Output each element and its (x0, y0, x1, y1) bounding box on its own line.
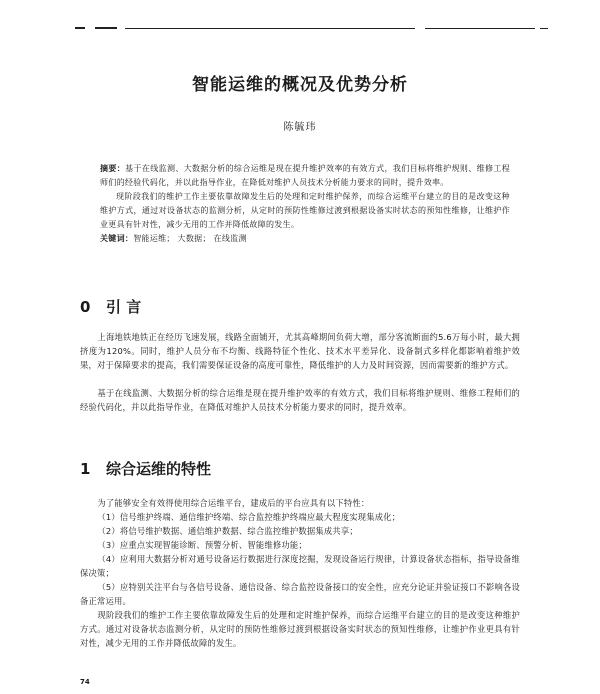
keywords-text: 智能运维； 大数据； 在线监测 (133, 234, 247, 243)
keywords-line (100, 232, 510, 246)
section0-paragraph-1 (80, 330, 520, 372)
list-item: （3）应重点实现智能诊断、预警分析、智能维修功能； (97, 540, 307, 550)
abstract-paragraph-2: 现阶段我们的维护工作主要依靠故障发生后的处理和定时维护保养，而综合运维平台建立的目的是改变这种维护方式，通过对设备状态的监测分析，从定时的预防性维修过渡到根据设备实时状态的预知性维修，让维护作业更具有针对性，减少无用的工作并降低故障的发生。 (100, 192, 510, 229)
body-paragraph-closing: 现阶段我们的维护工作主要依靠故障发生后的处理和定时维护保养，而综合运维平台建立的目的是改变这种维护方式。通过对设备状态监测分析，从定时的预防性维修过渡到根据设备实时状态的预知性维修，让维护作业更具有针对性，减少无用的工作并降低故障的发生。 (80, 610, 520, 648)
body-paragraph-intro: 为了能够安全有效得使用综合运维平台，建成后的平台应具有以下特性： (97, 498, 370, 508)
list-item: （1）信号维护终端、通信维护终端、综合监控维护终端应最大程度实现集成化； (97, 512, 401, 522)
abstract-paragraph (100, 162, 510, 190)
section-title: 综合运维的特性 (106, 460, 212, 478)
header-rule-segment (75, 27, 85, 29)
list-item: （5）应特别关注平台与各信号设备、通信设备、综合监控设备接口的安全性，应充分论证并验证接口不影响各设备正常运用。 (80, 582, 520, 606)
body-paragraph: 上海地铁地铁正在经历飞速发展，线路全面铺开，尤其高峰期间负荷大增，部分客流断面约5.6万每小时，最大拥挤度为120%。同时，维护人员分布不均衡、线路特征个性化、技术水平差异化、设备制式多样化都影响着维护效果，对于保障要求的提高，我们需要保证设备的高度可靠性，降低维护的人力及时间资源，因而需要新的维护方式。 (80, 332, 520, 370)
author-name: 陈毓玮 (283, 122, 317, 133)
paper-title: 智能运维的概况及优势分析 (192, 75, 408, 95)
section0-paragraph-2 (80, 386, 520, 414)
header-rule-segment (125, 28, 415, 29)
header-rule-segment (425, 28, 535, 29)
list-item: （2）将信号维护数据、通信维护数据、综合监控维护数据集成共享； (97, 526, 358, 536)
section-heading-0 (80, 296, 141, 317)
abstract-block (100, 162, 510, 246)
header-rule-segment (95, 27, 117, 29)
section-title: 引 言 (106, 298, 142, 316)
abstract-label: 摘要： (100, 164, 126, 173)
section1-body (80, 496, 520, 650)
list-item: （4）应利用大数据分析对通号设备运行数据进行深度挖掘，发现设备运行规律，计算设备状态指标，指导设备维保决策； (80, 554, 520, 578)
section-number: 0 (80, 298, 91, 316)
header-rule-segment (540, 28, 548, 29)
body-paragraph: 基于在线监测、大数据分析的综合运维是现在提升维护效率的有效方式，我们目标将维护规则、维修工程师们的经验代码化，并以此指导作业，在降低对维护人员技术分析能力要求的同时，提升效率。 (80, 388, 520, 412)
abstract-text: 基于在线监测、大数据分析的综合运维是现在提升维护效率的有效方式，我们目标将维护规则、维修工程师们的经验代码化，并以此指导作业，在降低对维护人员技术分析能力要求的同时，提升效率。 (100, 164, 510, 187)
page-number: 74 (80, 678, 90, 686)
section-number: 1 (80, 460, 91, 478)
keywords-label: 关键词： (100, 234, 134, 243)
section-heading-1 (80, 458, 211, 479)
